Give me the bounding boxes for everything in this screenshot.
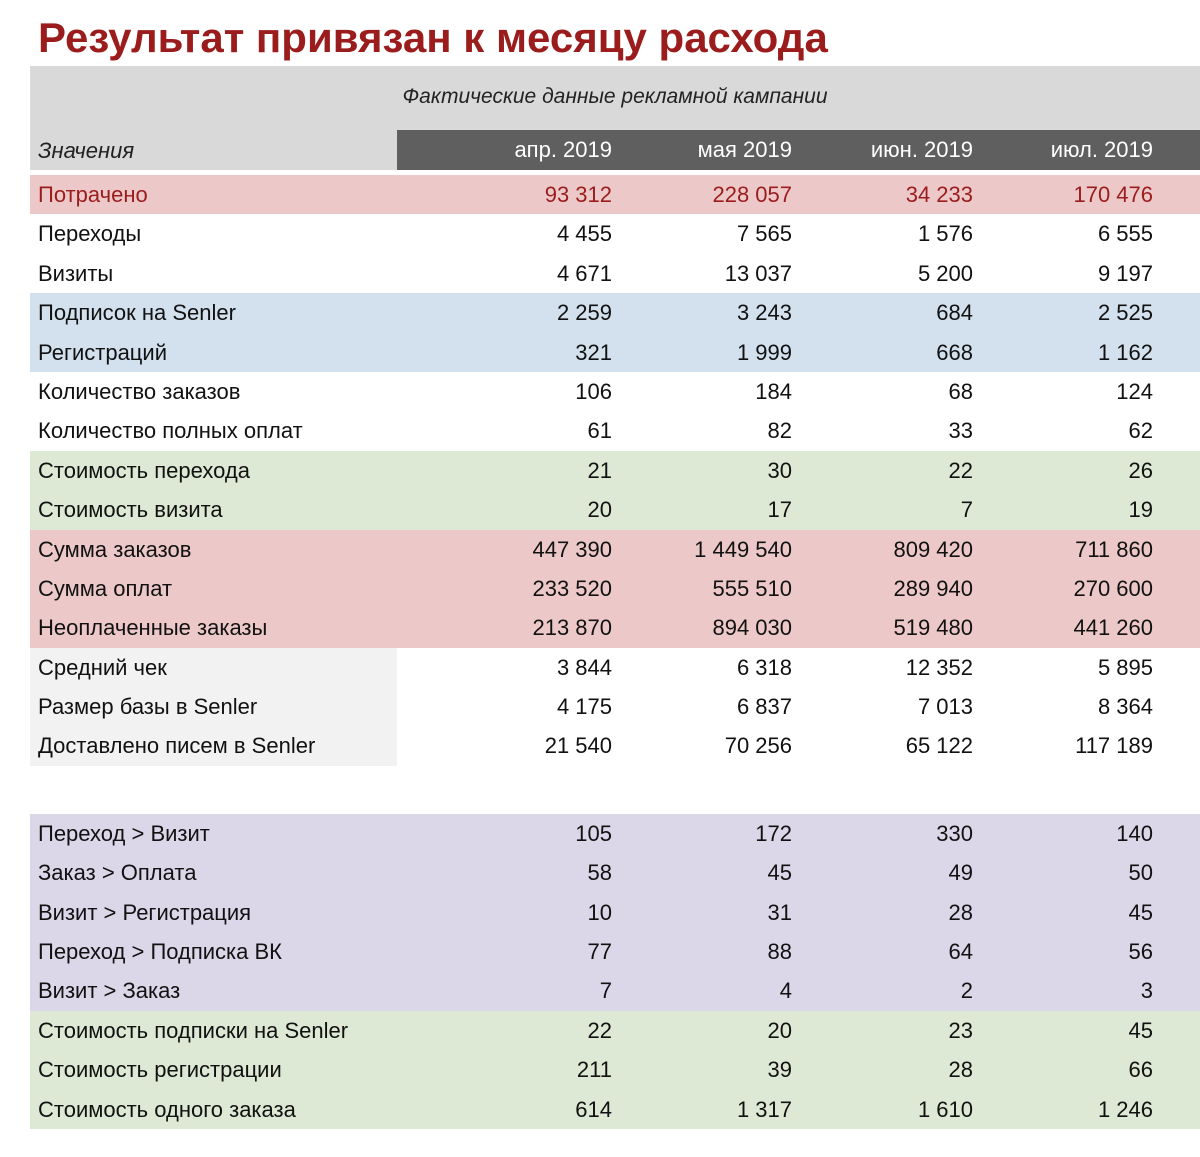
row-label: Количество заказов — [30, 372, 397, 411]
row-label: Потрачено — [30, 175, 397, 214]
cell-value: 1 162 — [1097, 339, 1153, 365]
cell-value: 1 449 540 — [694, 536, 792, 562]
header-month: июл. 2019 — [1050, 137, 1153, 162]
cell-value: 614 — [575, 1096, 612, 1122]
cell-value: 9 197 — [1097, 260, 1153, 286]
cell-value: 77 — [587, 939, 612, 965]
header-month: апр. 2019 — [514, 137, 612, 162]
cell-value: 2 — [960, 978, 973, 1004]
cell-value: 82 — [767, 418, 792, 444]
cell-value: 184 — [755, 378, 792, 404]
cell-value: 3 — [1140, 978, 1153, 1004]
row-values — [397, 687, 1200, 726]
row-label: Сумма оплат — [30, 569, 397, 608]
row-label: Визит > Регистрация — [30, 893, 397, 932]
row-label: Визит > Заказ — [30, 971, 397, 1010]
cell-value: 233 520 — [532, 575, 612, 601]
table-row — [30, 214, 1200, 253]
table-row — [30, 254, 1200, 293]
cell-value: 117 189 — [1075, 733, 1153, 759]
cell-value: 228 057 — [712, 182, 792, 207]
row-label: Стоимость регистрации — [30, 1050, 397, 1089]
cell-value: 6 837 — [736, 694, 792, 720]
cell-value: 330 — [936, 820, 973, 846]
cell-value: 124 — [1116, 378, 1153, 404]
table-row — [30, 1090, 1200, 1129]
row-values — [397, 648, 1200, 687]
cell-value: 555 510 — [712, 575, 792, 601]
cell-value: 33 — [948, 418, 973, 444]
row-values — [397, 333, 1200, 372]
cell-value: 65 122 — [905, 733, 973, 759]
row-values — [397, 1011, 1200, 1050]
table-header-row — [30, 130, 1200, 170]
row-label: Доставлено писем в Senler — [30, 726, 397, 765]
row-label: Количество полных оплат — [30, 411, 397, 450]
row-values — [397, 814, 1200, 853]
cell-value: 4 671 — [556, 260, 612, 286]
cell-value: 19 — [1128, 497, 1153, 523]
row-values — [397, 293, 1200, 332]
cell-value: 2 525 — [1097, 300, 1153, 326]
cell-value: 211 — [576, 1057, 612, 1083]
row-values — [397, 451, 1200, 490]
cell-value: 22 — [587, 1017, 612, 1043]
row-label: Стоимость одного заказа — [30, 1090, 397, 1129]
row-label: Стоимость визита — [30, 490, 397, 529]
cell-value: 20 — [767, 1017, 792, 1043]
row-values — [397, 372, 1200, 411]
row-values — [397, 214, 1200, 253]
row-values — [397, 254, 1200, 293]
campaign-table — [30, 66, 1200, 1129]
table-row — [30, 569, 1200, 608]
cell-value: 4 — [779, 978, 792, 1004]
row-label: Визиты — [30, 254, 397, 293]
cell-value: 7 013 — [917, 694, 973, 720]
cell-value: 64 — [948, 939, 973, 965]
cell-value: 30 — [767, 457, 792, 483]
table-row — [30, 333, 1200, 372]
table-row — [30, 932, 1200, 971]
table-row — [30, 893, 1200, 932]
cell-value: 3 243 — [736, 300, 792, 326]
table-row — [30, 175, 1200, 214]
cell-value: 170 476 — [1073, 182, 1153, 207]
cell-value: 1 317 — [736, 1096, 792, 1122]
cell-value: 5 895 — [1097, 654, 1153, 680]
cell-value: 12 352 — [905, 654, 973, 680]
row-values — [397, 853, 1200, 892]
header-months — [397, 130, 1200, 170]
row-values — [397, 411, 1200, 450]
table-row — [30, 1050, 1200, 1089]
ratios-section — [30, 814, 1200, 1129]
cell-value: 17 — [767, 497, 792, 523]
cell-value: 66 — [1128, 1057, 1153, 1083]
row-values — [397, 1090, 1200, 1129]
cell-value: 39 — [767, 1057, 792, 1083]
cell-value: 13 037 — [724, 260, 792, 286]
cell-value: 270 600 — [1073, 575, 1153, 601]
cell-value: 23 — [948, 1017, 973, 1043]
cell-value: 21 540 — [544, 733, 612, 759]
cell-value: 88 — [767, 939, 792, 965]
row-values — [397, 608, 1200, 647]
cell-value: 6 318 — [736, 654, 792, 680]
row-values — [397, 726, 1200, 765]
cell-value: 93 312 — [544, 182, 612, 207]
cell-value: 894 030 — [712, 615, 792, 641]
table-row — [30, 372, 1200, 411]
cell-value: 61 — [587, 418, 612, 444]
row-label: Заказ > Оплата — [30, 853, 397, 892]
table-caption-row — [30, 66, 1200, 130]
cell-value: 45 — [1128, 1017, 1153, 1043]
cell-value: 5 200 — [917, 260, 973, 286]
row-label: Переходы — [30, 214, 397, 253]
cell-value: 56 — [1128, 939, 1153, 965]
table-row — [30, 853, 1200, 892]
cell-value: 1 576 — [917, 221, 973, 247]
cell-value: 10 — [587, 899, 612, 925]
cell-value: 4 455 — [556, 221, 612, 247]
row-label: Подписок на Senler — [30, 293, 397, 332]
cell-value: 21 — [587, 457, 612, 483]
row-values — [397, 932, 1200, 971]
row-label: Переход > Визит — [30, 814, 397, 853]
table-row — [30, 814, 1200, 853]
row-values — [397, 530, 1200, 569]
cell-value: 289 940 — [893, 575, 973, 601]
cell-value: 2 259 — [556, 300, 612, 326]
cell-value: 140 — [1116, 820, 1153, 846]
cell-value: 519 480 — [893, 615, 973, 641]
page-title: Результат привязан к месяцу расхода — [38, 14, 828, 61]
row-label: Неоплаченные заказы — [30, 608, 397, 647]
cell-value: 4 175 — [556, 694, 612, 720]
cell-value: 70 256 — [724, 733, 792, 759]
row-values — [397, 175, 1200, 214]
table-row — [30, 293, 1200, 332]
header-month: июн. 2019 — [870, 137, 973, 162]
table-row — [30, 1011, 1200, 1050]
table-row — [30, 608, 1200, 647]
row-label: Стоимость перехода — [30, 451, 397, 490]
header-month: мая 2019 — [697, 137, 792, 162]
cell-value: 28 — [948, 899, 973, 925]
metrics-section — [30, 175, 1200, 766]
cell-value: 321 — [575, 339, 612, 365]
cell-value: 684 — [936, 300, 973, 326]
cell-value: 6 555 — [1097, 221, 1153, 247]
row-values — [397, 971, 1200, 1010]
cell-value: 20 — [587, 497, 612, 523]
cell-value: 441 260 — [1073, 615, 1153, 641]
header-label: Значения — [38, 138, 135, 163]
cell-value: 7 565 — [736, 221, 792, 247]
cell-value: 58 — [587, 860, 612, 886]
cell-value: 45 — [1128, 899, 1153, 925]
table-row — [30, 530, 1200, 569]
cell-value: 7 — [599, 978, 612, 1004]
cell-value: 809 420 — [893, 536, 973, 562]
cell-value: 172 — [755, 820, 792, 846]
cell-value: 213 870 — [532, 615, 612, 641]
row-label: Переход > Подписка ВК — [30, 932, 397, 971]
row-values — [397, 1050, 1200, 1089]
row-label: Сумма заказов — [30, 530, 397, 569]
cell-value: 62 — [1128, 418, 1153, 444]
cell-value: 668 — [936, 339, 973, 365]
row-values — [397, 490, 1200, 529]
table-row — [30, 687, 1200, 726]
row-label: Средний чек — [30, 648, 397, 687]
row-label: Стоимость подписки на Senler — [30, 1011, 397, 1050]
row-values — [397, 569, 1200, 608]
table-row — [30, 648, 1200, 687]
cell-value: 711 860 — [1075, 536, 1153, 562]
cell-value: 7 — [960, 497, 973, 523]
cell-value: 1 999 — [736, 339, 792, 365]
table-row — [30, 411, 1200, 450]
table-row — [30, 490, 1200, 529]
cell-value: 106 — [575, 378, 612, 404]
row-label: Размер базы в Senler — [30, 687, 397, 726]
cell-value: 49 — [948, 860, 973, 886]
cell-value: 50 — [1128, 860, 1153, 886]
cell-value: 8 364 — [1097, 694, 1153, 720]
cell-value: 45 — [767, 860, 792, 886]
table-row — [30, 971, 1200, 1010]
table-row — [30, 726, 1200, 765]
cell-value: 447 390 — [532, 536, 612, 562]
cell-value: 26 — [1128, 457, 1153, 483]
cell-value: 1 610 — [917, 1096, 973, 1122]
cell-value: 1 246 — [1097, 1096, 1153, 1122]
cell-value: 68 — [948, 378, 973, 404]
row-label: Регистраций — [30, 333, 397, 372]
cell-value: 34 233 — [905, 182, 973, 207]
cell-value: 105 — [575, 820, 612, 846]
table-row — [30, 451, 1200, 490]
row-values — [397, 893, 1200, 932]
table-caption: Фактические данные рекламной кампании — [402, 85, 828, 108]
cell-value: 28 — [948, 1057, 973, 1083]
cell-value: 22 — [948, 457, 973, 483]
cell-value: 31 — [767, 899, 792, 925]
cell-value: 3 844 — [556, 654, 612, 680]
